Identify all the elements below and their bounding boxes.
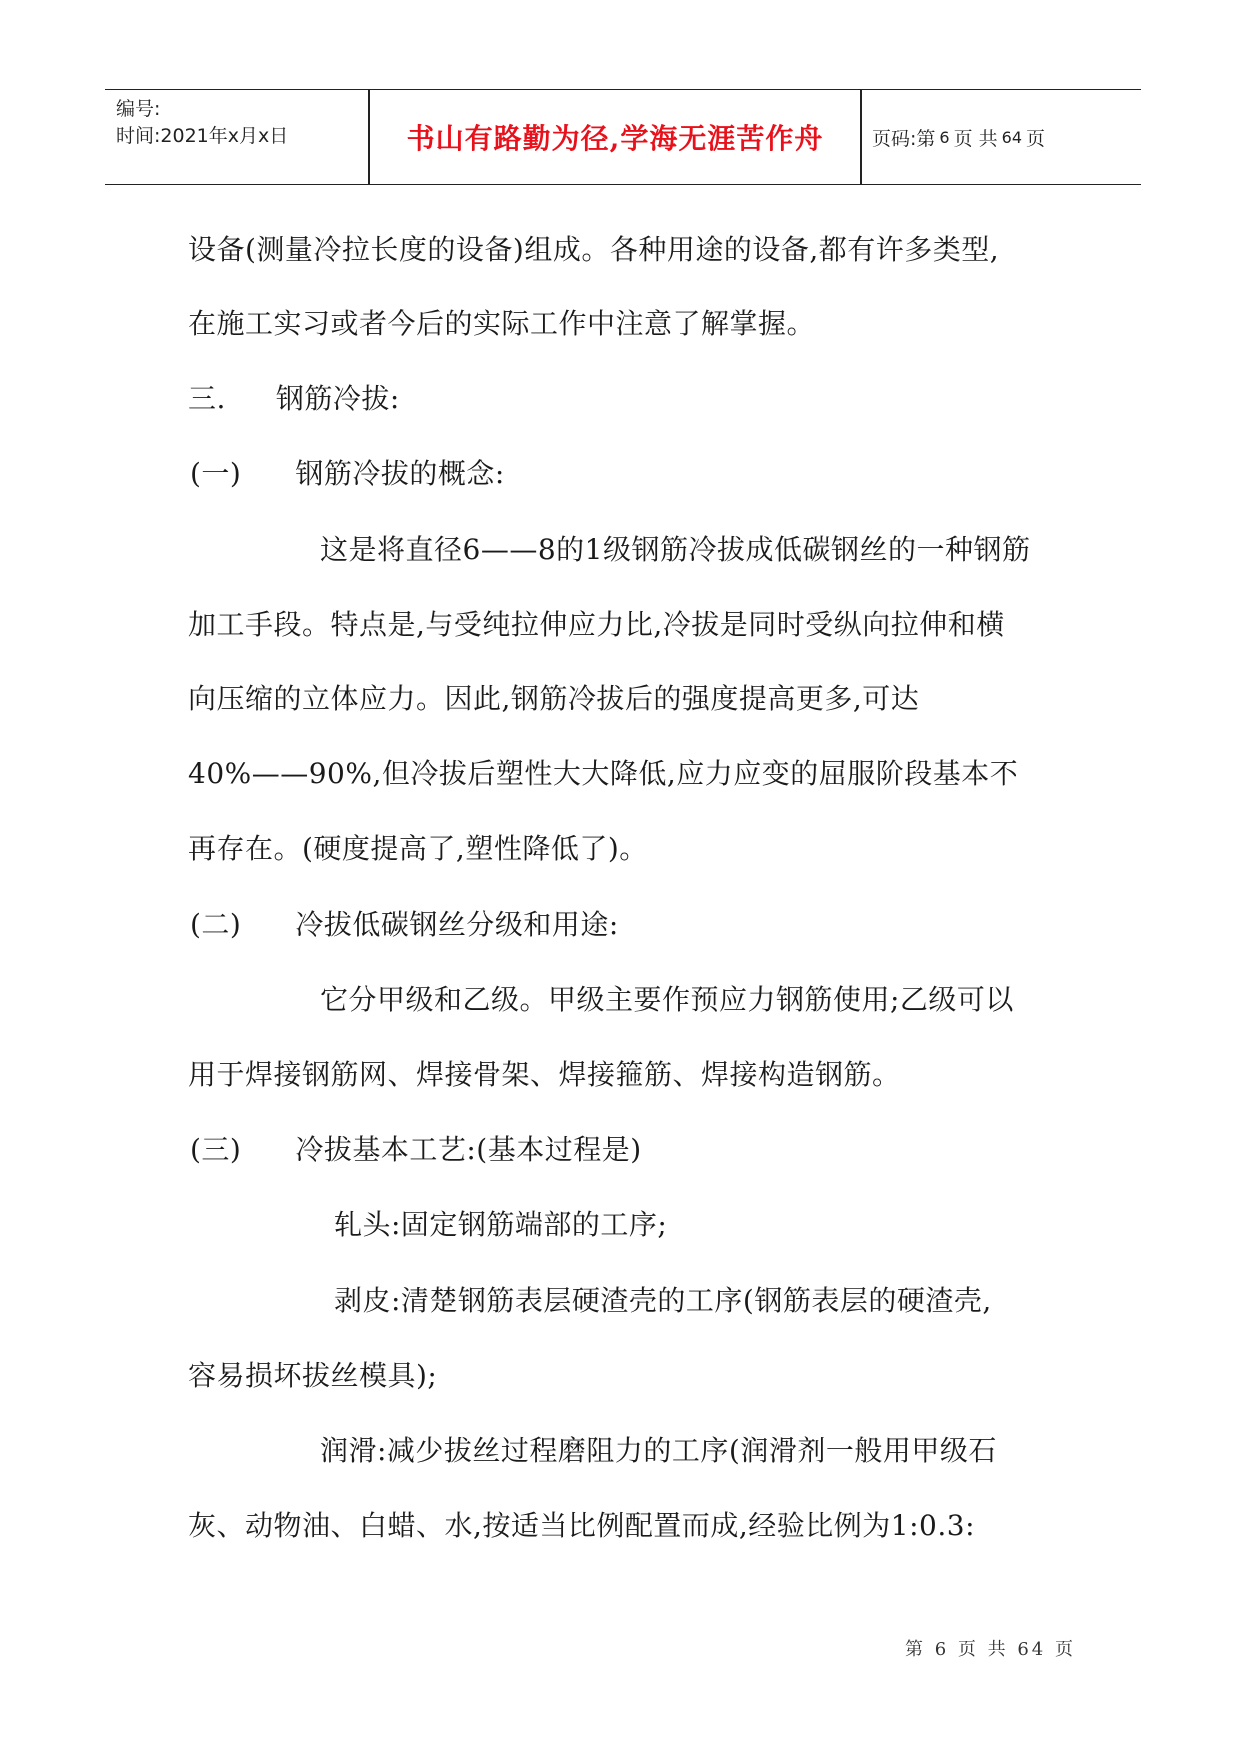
- page-footer: 第 6 页 共 64 页: [905, 1639, 1076, 1660]
- body-line: 它分甲级和乙级。甲级主要作预应力钢筋使用;乙级可以: [320, 983, 1014, 1016]
- section-marker: 三.: [188, 382, 226, 415]
- page-suffix: 页: [1026, 127, 1046, 150]
- header-page-indicator: [872, 90, 1045, 184]
- page-middle: 页 共: [953, 127, 998, 150]
- subsection-title: 冷拔基本工艺:(基本过程是): [295, 1133, 642, 1166]
- header-motto: 书山有路勤为径,学海无涯苦作舟: [406, 122, 824, 155]
- document-number-label: 编号:: [116, 98, 161, 120]
- subsection-marker: (一): [190, 457, 242, 490]
- body-line: 向压缩的立体应力。因此,钢筋冷拔后的强度提高更多,可达: [188, 682, 920, 715]
- body-line: 再存在。(硬度提高了,塑性降低了)。: [188, 832, 648, 865]
- body-line: 这是将直径6——8的1级钢筋冷拔成低碳钢丝的一种钢筋: [320, 533, 1031, 566]
- page-header: [105, 89, 1141, 185]
- header-divider: [860, 90, 862, 184]
- subsection-heading: [190, 452, 505, 492]
- document-time-label: 时间:2021年x月x日: [116, 125, 289, 147]
- subsection-title: 钢筋冷拔的概念:: [295, 457, 505, 490]
- body-line: 在施工实习或者今后的实际工作中注意了解掌握。: [188, 307, 816, 340]
- body-line: 容易损坏拔丝模具);: [188, 1359, 438, 1392]
- body-line: 加工手段。特点是,与受纯拉伸应力比,冷拔是同时受纵向拉伸和横: [188, 608, 1005, 641]
- subsection-marker: (三): [190, 1133, 242, 1166]
- header-meta: [116, 96, 288, 150]
- page-total: 64: [1001, 127, 1022, 147]
- page-prefix: 页码:第: [872, 127, 936, 150]
- section-title: 钢筋冷拔:: [275, 382, 400, 415]
- page-current: 6: [939, 127, 950, 147]
- subsection-title: 冷拔低碳钢丝分级和用途:: [295, 908, 619, 941]
- body-line: 用于焊接钢筋网、焊接骨架、焊接箍筋、焊接构造钢筋。: [188, 1058, 901, 1091]
- section-heading: [188, 377, 400, 417]
- body-line: 设备(测量冷拉长度的设备)组成。各种用途的设备,都有许多类型,: [188, 233, 1000, 266]
- body-line: 润滑:减少拔丝过程磨阻力的工序(润滑剂一般用甲级石: [320, 1434, 997, 1467]
- body-line: 轧头:固定钢筋端部的工序;: [334, 1208, 668, 1241]
- body-line: 灰、动物油、白蜡、水,按适当比例配置而成,经验比例为1:0.3:: [188, 1509, 976, 1542]
- body-line: 剥皮:清楚钢筋表层硬渣壳的工序(钢筋表层的硬渣壳,: [334, 1284, 992, 1317]
- body-line: 40%——90%,但冷拔后塑性大大降低,应力应变的屈服阶段基本不: [188, 757, 1019, 790]
- subsection-heading: [190, 903, 619, 943]
- subsection-heading: [190, 1128, 642, 1168]
- subsection-marker: (二): [190, 908, 242, 941]
